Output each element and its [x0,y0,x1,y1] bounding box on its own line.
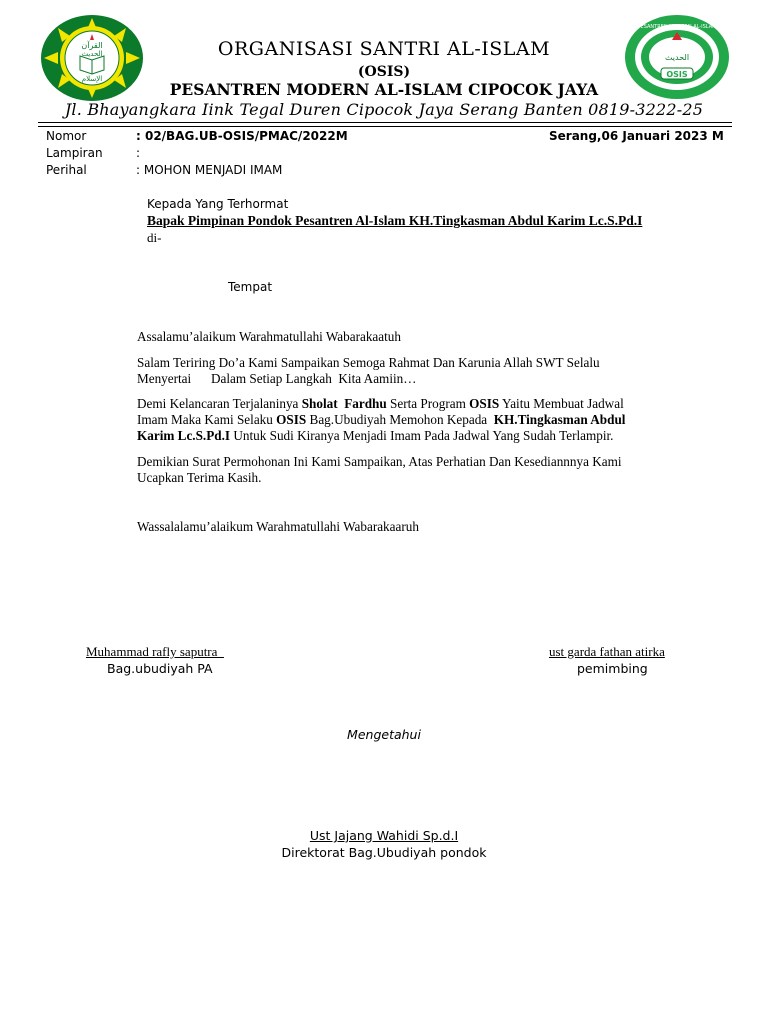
header-divider-thin [38,126,732,127]
recipient-place: Tempat [228,280,273,294]
perihal-label: Perihal [46,163,87,177]
closing-greeting: Wassalalamu’alaikum Warahmatullahi Wabarakaaruh [137,519,419,534]
left-logo-text-top: القرآن [81,41,103,50]
paragraph-1-line-1: Salam Teriring Do’a Kami Sampaikan Semoga Rahmat Dan Karunia Allah SWT Selalu [137,355,600,370]
paragraph-2-part-e: Yaitu Membuat Jadwal [499,396,624,411]
perihal-value: : MOHON MENJADI IMAM [136,163,283,177]
paragraph-2-kh-title: Karim Lc.S.Pd.I [137,428,231,443]
right-logo-inner-text: الحديث [664,53,690,62]
right-logo-bottom-text: OSIS [666,70,688,79]
address: Jl. Bhayangkara Iink Tegal Duren Cipocok Jaya Serang Banten 0819-3222-25 [64,100,704,119]
paragraph-1 [137,355,707,387]
opening-greeting: Assalamu’alaikum Warahmatullahi Wabarakaatuh [137,329,401,344]
right-signatory-name: ust garda fathan atirka [549,644,665,659]
left-signatory-name: Muhammad rafly saputra [86,644,224,659]
recipient-name: Bapak Pimpinan Pondok Pesantren Al-Islam KH.Tingkasman Abdul Karim Lc.S.Pd.I [147,213,643,228]
paragraph-2-part-f: Imam Maka Kami Selaku [137,412,277,427]
org-name: ORGANISASI SANTRI AL-ISLAM [217,38,551,60]
nomor-label: Nomor [46,129,87,143]
right-signatory-role: pemimbing [577,661,648,676]
recipient-di: di- [147,230,162,245]
org-abbreviation: (OSIS) [357,64,411,80]
paragraph-3-line-1: Demikian Surat Permohonan Ini Kami Sampaikan, Atas Perhatian Dan Kesediannnya Kami [137,454,622,469]
left-logo-text-mid: الحديث [81,50,103,58]
paragraph-2-part-a: Demi Kelancaran Terjalaninya [137,396,302,411]
paragraph-2-osis-1: OSIS [469,396,500,411]
paragraph-1-line-2: Menyertai Dalam Setiap Langkah Kita Aamiin… [137,371,417,386]
place-date: Serang,06 Januari 2023 M [549,129,724,143]
school-name: PESANTREN MODERN AL-ISLAM CIPOCOK JAYA [169,80,599,99]
paragraph-2-osis-2: OSIS [276,412,307,427]
left-signatory-role: Bag.ubudiyah PA [107,661,213,676]
lampiran-value: : [136,146,141,160]
lampiran-label: Lampiran [46,146,103,160]
paragraph-2 [137,396,707,444]
bottom-signatory-name: Ust Jajang Wahidi Sp.d.I [309,828,459,843]
header-divider-thick [38,122,732,123]
recipient-greeting: Kepada Yang Terhormat [147,197,289,211]
nomor-value: : 02/BAG.UB-OSIS/PMAC/2022M [136,129,348,143]
paragraph-2-part-k: Untuk Sudi Kiranya Menjadi Imam Pada Jadwal Yang Sudah Terlampir. [230,428,614,443]
paragraph-2-part-c: Serta Program [386,396,470,411]
paragraph-3 [137,454,707,486]
paragraph-3-line-2: Ucapkan Terima Kasih. [137,470,262,485]
paragraph-2-part-h: Bag.Ubudiyah Memohon Kepada [306,412,494,427]
bottom-signatory-role: Direktorat Bag.Ubudiyah pondok [281,845,487,860]
left-logo-text-bottom: الإسلام [81,75,103,83]
paragraph-2-sholat: Sholat Fardhu [301,396,387,411]
acknowledge-label: Mengetahui [347,727,421,742]
right-logo-ring-text: PESANTREN MODERN AL-ISLAM [637,24,717,30]
paragraph-2-kh-name: KH.Tingkasman Abdul [493,412,626,427]
